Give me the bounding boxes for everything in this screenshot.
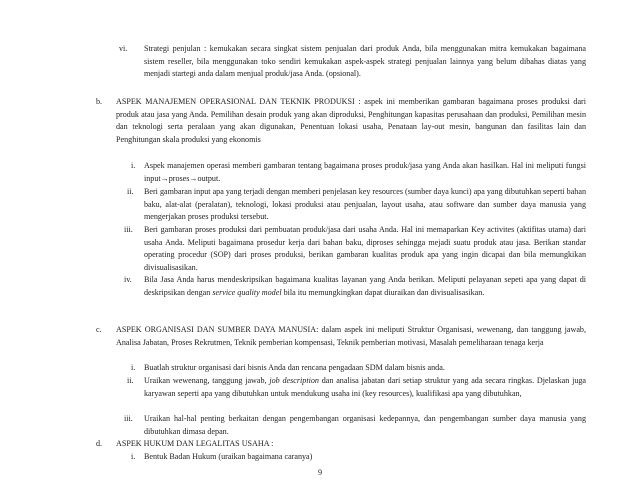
item-marker: i. bbox=[131, 452, 136, 461]
item-text: Strategi penjulan : kemukakan secara singkat sistem penjualan dari produk Anda, bila menggunakan mitra kemukakan bagaimana sistem reseller, bila menggunakan toko sendiri kemukakan aspek-aspek strategi penjualan lainnya yang belum dibahas diatas yang menjadi startegi anda dalam menjual produk/jasa Anda. (opsional). bbox=[144, 44, 586, 79]
item-marker: iv. bbox=[124, 275, 132, 284]
list-item bbox=[127, 375, 586, 400]
list-item bbox=[131, 160, 586, 185]
item-text: Beri gambaran proses produksi dari pembuatan produk/jasa dari usaha Anda. Hal ini memaparkan Key activites (aktifitas utama) dari usaha Anda. Meliputi bagaimana prosedur kerja dari bahan baku, diproses sehingga mejadi suatu produk atau jasa. Berikan standar operating procedur (SOP) dari proses produksi, berikan gambaran kualitas produk apa yang ingin dicapai dan bila memungkikan divisualisasikan. bbox=[144, 225, 586, 272]
item-text: Uraikan hal-hal penting berkaitan dengan pengembangan organisasi kedepannya, dan pengembangan sumber daya manusia yang dibutuhkan dimasa depan. bbox=[144, 414, 586, 436]
item-marker: ii. bbox=[127, 376, 134, 385]
item-text: Beri gambaran input apa yang terjadi dengan memberi penjelasan key resources (sumber daya kunci) apa yang dibutuhkan seperti bahan baku, alat-alat (peralatan), teknologi, lokasi produksi atau penjualan, layout usaha, atau software dan sumber daya manusia yang mengerjakan proses produksi tersebut. bbox=[144, 187, 586, 222]
item-marker: vi. bbox=[119, 44, 128, 53]
item-text: Uraikan wewenang, tanggung jawab, job description dan analisa jabatan dari setiap struktur yang ada secara ringkas. Djelaskan juga karyawan seperti apa yang dibutuhkan untuk mendukung usaha ini (key resources), kualifikasi apa yang dibutuhkan, bbox=[144, 376, 586, 398]
item-text: Buatlah struktur organisasi dari bisnis Anda dan rencana pengadaan SDM dalam bisnis anda. bbox=[144, 363, 445, 372]
page-number: 9 bbox=[317, 468, 323, 477]
section-marker: d. bbox=[96, 439, 103, 448]
item-marker: ii. bbox=[127, 187, 134, 196]
list-item bbox=[124, 224, 586, 274]
section-heading bbox=[96, 324, 586, 349]
list-item bbox=[119, 43, 586, 81]
section-heading bbox=[96, 96, 586, 146]
list-item bbox=[127, 186, 586, 224]
item-marker: i. bbox=[131, 161, 136, 170]
section-marker: b. bbox=[96, 97, 103, 106]
item-marker: i. bbox=[131, 363, 136, 372]
section-text: ASPEK MANAJEMEN OPERASIONAL DAN TEKNIK PRODUKSI : aspek ini memberikan gambaran bagaimana proses produksi dari produk atau jasa yang Anda. Pemilihan desain produk yang akan diproduksi, Penghitungan kapasitas perusahaan dan produksi, Pemilihan mesin dan teknologi serta peralaan yang akan digunakan, Penentuan lokasi usaha, Penataan lay-out mesin, bangunan dan fasilitas lain dan Penghitungan skala produksi yang ekonomis bbox=[116, 97, 586, 144]
section-marker: c. bbox=[96, 325, 102, 334]
section-text: ASPEK HUKUM DAN LEGALITAS USAHA : bbox=[116, 439, 274, 448]
item-text: Aspek manajemen operasi memberi gambaran tentang bagaimana proses produk/jasa yang Anda akan hasilkan. Hal ini meliputi fungsi input→proses→output. bbox=[144, 161, 586, 183]
list-item bbox=[131, 362, 586, 375]
item-text: Bila Jasa Anda harus mendeskripsikan bagaimana kualitas layanan yang Anda berikan. Meliputi pelayanan sepeti apa yang dapat di deskripsikan dengan service quality model bila itu memungkingkan dapat diuraikan dan divisualisasikan. bbox=[144, 275, 586, 297]
section-text: ASPEK ORGANISASI DAN SUMBER DAYA MANUSIA: dalam aspek ini meliputi Struktur Organisasi, wewenang, dan tanggung jawab, Analisa Jabatan, Proses Rekrutmen, Teknik pemberian kompensasi, Teknik pemberian motivasi, Masalah pemeliharaan tenaga kerja bbox=[116, 325, 586, 347]
item-marker: iii. bbox=[124, 225, 133, 234]
list-item bbox=[124, 413, 586, 438]
item-marker: iii. bbox=[124, 414, 133, 423]
list-item bbox=[131, 451, 586, 464]
arrow-icon: → bbox=[189, 173, 198, 183]
list-item bbox=[124, 274, 586, 299]
section-heading bbox=[96, 438, 586, 451]
item-text: Bentuk Badan Hukum (uraikan bagaimana caranya) bbox=[144, 452, 313, 461]
arrow-icon: → bbox=[160, 173, 169, 183]
